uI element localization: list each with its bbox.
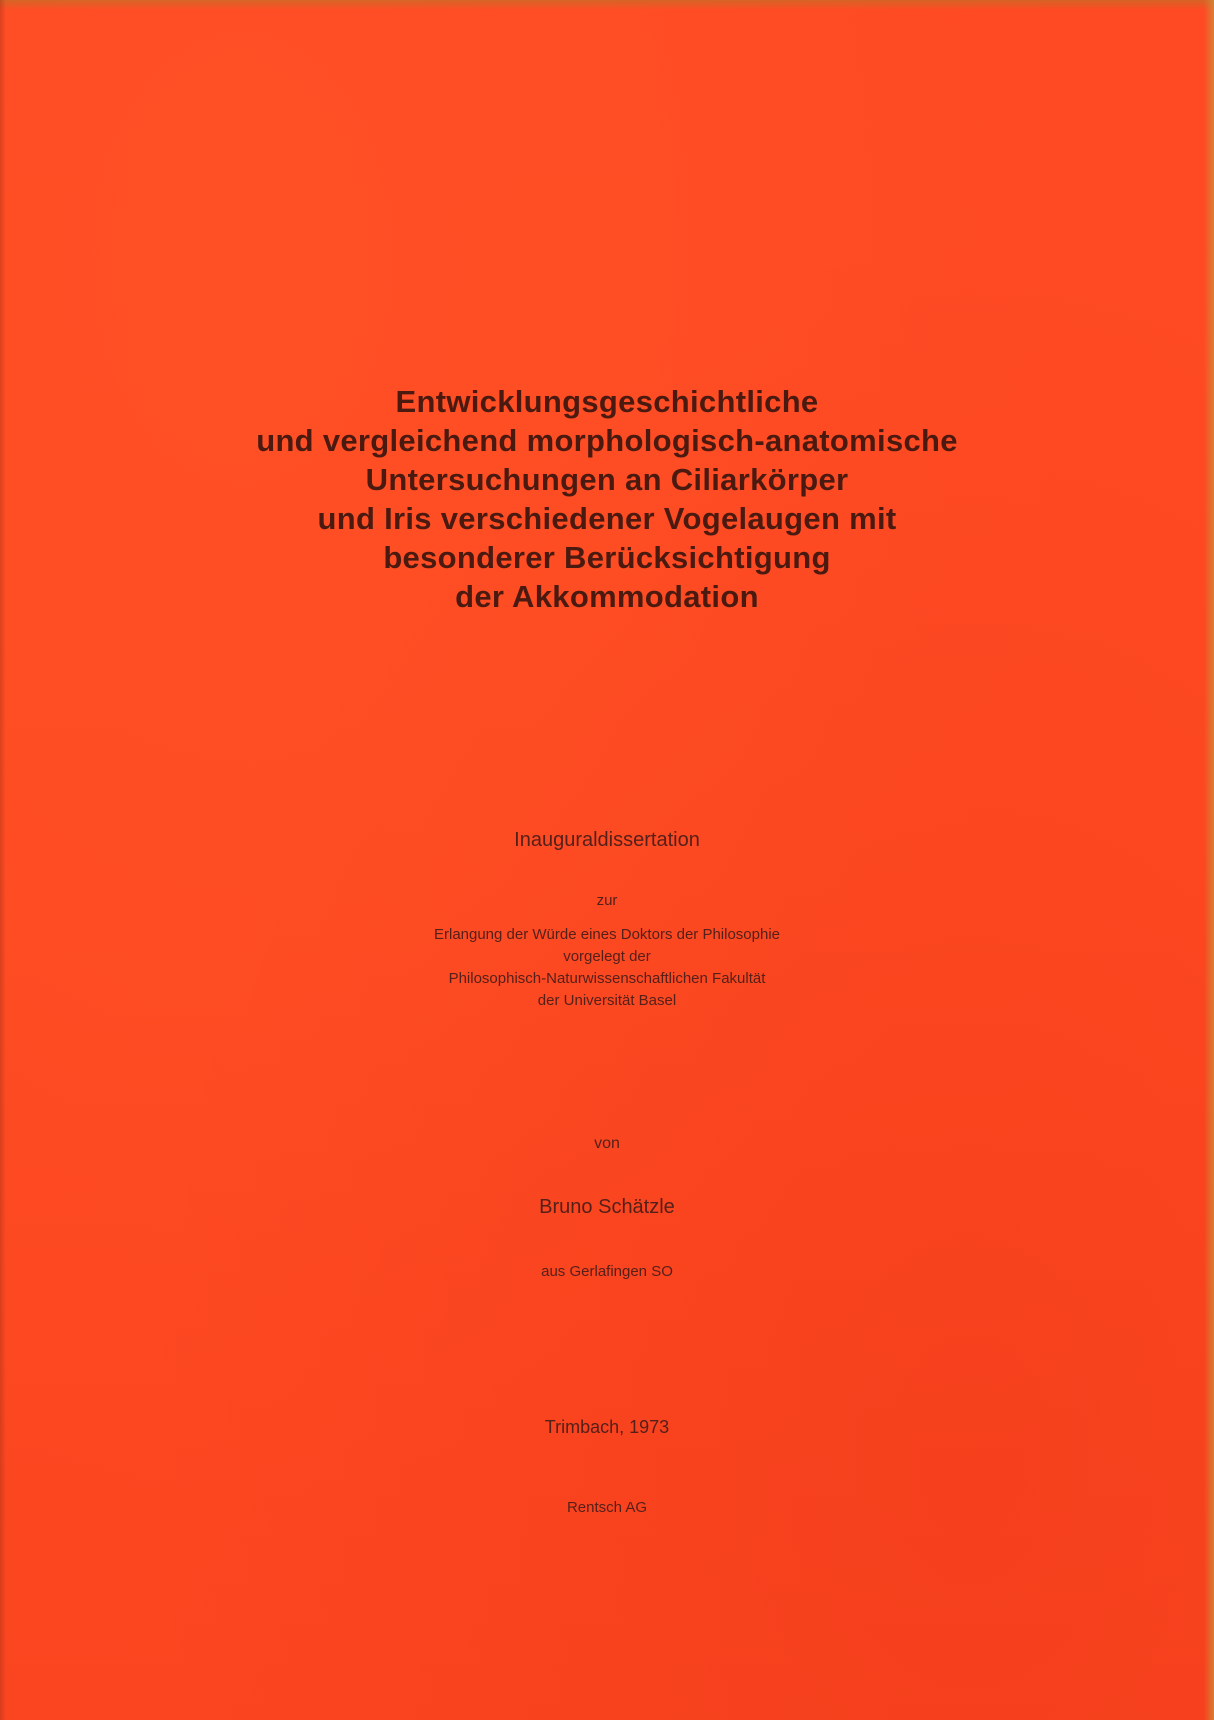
title-line: besonderer Berücksichtigung	[383, 540, 831, 575]
title-line: und Iris verschiedener Vogelaugen mit	[317, 501, 897, 536]
purpose-line: Erlangung der Würde eines Doktors der Philosophie	[433, 926, 781, 943]
place-and-year: Trimbach, 1973	[544, 1417, 670, 1437]
title-line: Entwicklungsgeschichtliche	[395, 384, 819, 419]
paper-edge-top	[0, 0, 1214, 10]
paper-edge-right	[1204, 0, 1214, 1720]
purpose-line: Philosophisch-Naturwissenschaftlichen Fakultät	[448, 970, 766, 987]
von-text: von	[594, 1135, 620, 1152]
cover-title	[100, 382, 1114, 616]
author-origin: aus Gerlafingen SO	[541, 1263, 673, 1280]
zur-text: zur	[596, 892, 618, 909]
title-line: und vergleichend morphologisch-anatomische	[256, 423, 958, 458]
paper-edge-left	[0, 0, 6, 1720]
author-name: Bruno Schätzle	[539, 1196, 675, 1218]
purpose-line: der Universität Basel	[537, 992, 677, 1009]
title-line: der Akkommodation	[455, 579, 759, 614]
dissertation-label: Inauguraldissertation	[514, 829, 700, 851]
title-line: Untersuchungen an Ciliarkörper	[365, 462, 849, 497]
printer-name: Rentsch AG	[566, 1499, 648, 1516]
purpose-statement	[100, 924, 1114, 1012]
purpose-line: vorgelegt der	[563, 948, 651, 965]
